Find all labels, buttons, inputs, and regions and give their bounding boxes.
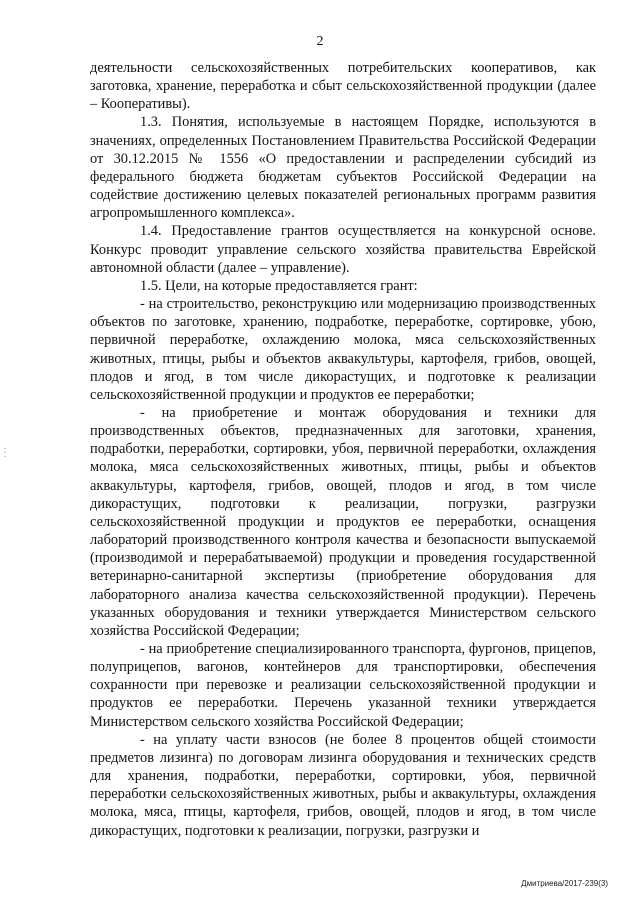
page-number: 2	[316, 34, 324, 49]
list-item-leasing: - на уплату части взносов (не более 8 процентов общей стоимости предметов лизинга) по договорам лизинга оборудования и технических средств для хранения, подработки, переработки, сортировки, убоя, первичной переработки сельскохозяйственных животных, рыбы и аквакультуры, охлаждения молока, мяса, птицы, картофеля, грибов, овощей, плодов и ягод, в том числе дикорастущих, подготовки к реализации, погрузки, разгрузки и	[90, 731, 596, 839]
document-body	[90, 59, 596, 840]
paragraph-1-5: 1.5. Цели, на которые предоставляется грант:	[140, 277, 418, 294]
list-item-equipment: - на приобретение и монтаж оборудования и техники для производственных объектов, предназначенных для заготовки, хранения, подработки, переработки, сортировки, убоя, первичной переработки, охлаждения молока, мяса сельскохозяйственных животных, птицы, рыбы и объектов аквакультуры, картофеля, грибов, овощей, плодов и ягод, в том числе дикорастущих, подготовки к реализации, погрузки, разгрузки сельскохозяйственной продукции и продуктов ее переработки, оснащения лабораторий производственного контроля качества и безопасности выпускаемой (производимой и перерабатываемой) продукции и проведения государственной ветеринарно-санитарной экспертизы (приобретение оборудования для лабораторного анализа качества сельскохозяйственной продукции). Перечень указанных оборудования и техники утверждается Министерством сельского хозяйства Российской Федерации;	[90, 404, 596, 639]
list-item-transport: - на приобретение специализированного транспорта, фургонов, прицепов, полуприцепов, вагонов, контейнеров для транспортировки, обеспечения сохранности при перевозке и реализации сельскохозяйственной продукции и продуктов ее переработки. Перечень указанной техники утверждается Министерством сельского хозяйства Российской Федерации;	[90, 641, 596, 730]
document-registration-code: Дмитриева/2017-239(3)	[521, 879, 608, 888]
paragraph-kooperativy: деятельности сельскохозяйственных потребительских кооперативов, как заготовка, хранение, переработка и сбыт сельскохозяйственной продукции (далее – Кооперативы).	[90, 60, 596, 113]
paragraph-1-4: 1.4. Предоставление грантов осуществляется на конкурсной основе. Конкурс проводит управление сельского хозяйства правительства Еврейской автономной области (далее – управление).	[90, 223, 596, 276]
paragraph-1-3: 1.3. Понятия, используемые в настоящем Порядке, используются в значениях, определенных Постановлением Правительства Российской Федерации от 30.12.2015 № 1556 «О предоставлении и распределении субсидий из федерального бюджета бюджетам субъектов Российской Федерации на содействие достижению целевых показателей региональных программ развития агропромышленного комплекса».	[90, 114, 596, 222]
list-item-construction: - на строительство, реконструкцию или модернизацию производственных объектов по заготовке, хранению, подработке, переработке, сортировке, убою, первичной переработке, охлаждению молока, мяса сельскохозяйственных животных, птицы, рыбы и объектов аквакультуры, картофеля, грибов, овощей, плодов и ягод, в том числе дикорастущих, и подготовке к реализации сельскохозяйственной продукции и продуктов ее переработки;	[90, 296, 596, 403]
scan-artifact	[4, 456, 6, 457]
scan-artifact	[4, 448, 6, 449]
scan-artifact	[4, 452, 6, 453]
